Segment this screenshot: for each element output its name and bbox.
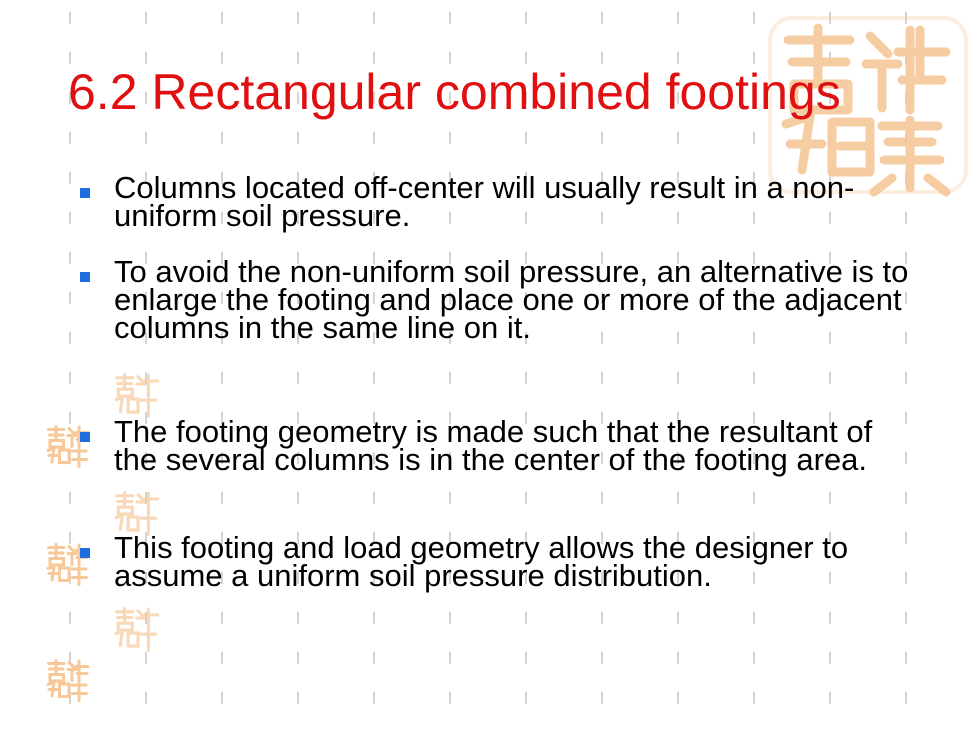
bullet-item xyxy=(80,414,910,477)
square-bullet-icon xyxy=(80,272,90,282)
bullet-text: Columns located off-center will usually result in a non-uniform soil pressure. xyxy=(114,170,855,233)
square-bullet-icon xyxy=(80,432,90,442)
bullet-text: This footing and load geometry allows the designer to assume a uniform soil pressure distribution. xyxy=(114,530,849,593)
bullet-text: To avoid the non-uniform soil pressure, an alternative is to enlarge the footing and place one or more of the adjacent columns in the same line on it. xyxy=(114,254,909,345)
bullet-item xyxy=(80,254,910,345)
bullet-item xyxy=(80,170,910,233)
bullet-text: The footing geometry is made such that the resultant of the several columns is in the center of the footing area. xyxy=(114,414,873,477)
square-bullet-icon xyxy=(80,188,90,198)
square-bullet-icon xyxy=(80,548,90,558)
bullet-item xyxy=(80,530,910,593)
slide-title: 6.2 Rectangular combined footings xyxy=(68,64,841,120)
